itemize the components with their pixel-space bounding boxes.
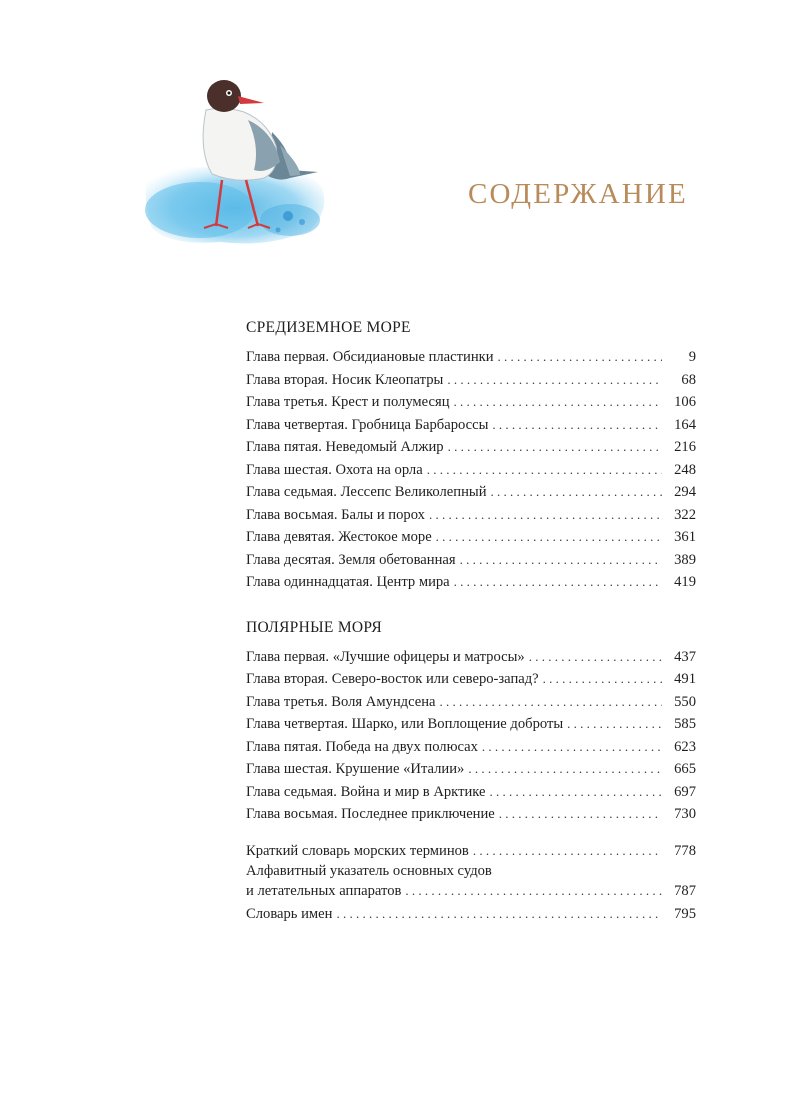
dot-leader <box>336 903 662 926</box>
dot-leader <box>529 646 662 669</box>
seagull-illustration <box>140 70 340 260</box>
entry-title: Глава первая. «Лучшие офицеры и матросы» <box>246 648 525 665</box>
entry-title: Глава вторая. Носик Клеопатры <box>246 371 444 388</box>
entry-title: Глава седьмая. Лессепс Великолепный <box>246 484 487 500</box>
entry-page: 322 <box>674 506 696 523</box>
dot-leader <box>489 781 662 804</box>
table-of-contents <box>246 318 696 939</box>
dot-leader <box>491 481 662 504</box>
section-mediterranean <box>246 318 696 594</box>
dot-leader <box>429 504 662 527</box>
dot-leader <box>440 691 662 714</box>
entry-title: Глава восьмая. Балы и порох <box>246 506 425 523</box>
entry-title: Словарь имен <box>246 905 333 922</box>
toc-entry[interactable] <box>246 504 696 527</box>
entry-title: Краткий словарь морских терминов <box>246 842 469 859</box>
entry-page: 389 <box>674 551 696 568</box>
entry-page: 164 <box>674 416 696 433</box>
dot-leader <box>448 436 662 459</box>
entry-title: Глава четвертая. Шарко, или Воплощение доброты <box>246 716 564 732</box>
dot-leader <box>447 369 662 392</box>
entry-title: Глава вторая. Северо-восток или северо-запад? <box>246 671 539 687</box>
entry-page: 106 <box>674 394 696 410</box>
toc-entry[interactable] <box>246 414 696 437</box>
dot-leader <box>454 391 662 414</box>
entry-page: 294 <box>674 484 696 500</box>
entry-page: 550 <box>674 693 696 710</box>
toc-entry-glossary[interactable] <box>246 840 696 863</box>
entry-title-line2: и летательных аппаратов <box>246 883 402 899</box>
entry-page: 437 <box>674 648 696 665</box>
entry-page: 697 <box>674 783 696 800</box>
dot-leader <box>427 459 662 482</box>
dot-leader <box>543 668 662 691</box>
dot-leader <box>405 880 662 903</box>
entry-title: Глава восьмая. Последнее приключение <box>246 806 495 822</box>
entry-title: Глава первая. Обсидиановые пластинки <box>246 349 494 365</box>
toc-entry[interactable] <box>246 668 696 691</box>
dot-leader <box>498 346 662 369</box>
toc-entry[interactable] <box>246 736 696 759</box>
entry-title: Глава третья. Крест и полумесяц <box>246 394 450 410</box>
entry-page: 68 <box>681 371 696 388</box>
section-polar <box>246 618 696 826</box>
entry-title: Глава одиннадцатая. Центр мира <box>246 574 450 590</box>
dot-leader <box>454 571 662 594</box>
entry-title: Глава девятая. Жестокое море <box>246 529 432 545</box>
entry-title: Глава десятая. Земля обетованная <box>246 551 456 568</box>
toc-entry[interactable] <box>246 713 696 736</box>
section-heading: ПОЛЯРНЫЕ МОРЯ <box>246 618 382 636</box>
entry-title: Глава шестая. Охота на орла <box>246 461 423 478</box>
entry-page: 9 <box>688 349 696 365</box>
entry-title: Глава третья. Воля Амундсена <box>246 693 436 710</box>
dot-leader <box>567 713 662 736</box>
entry-title: Глава четвертая. Гробница Барбароссы <box>246 416 489 433</box>
toc-entry[interactable] <box>246 459 696 482</box>
dot-leader <box>460 549 662 572</box>
back-matter <box>246 840 696 926</box>
toc-entry[interactable] <box>246 481 696 504</box>
toc-entry[interactable] <box>246 758 696 781</box>
entry-page: 795 <box>674 905 696 922</box>
entry-page: 623 <box>674 738 696 755</box>
entry-title: Глава седьмая. Война и мир в Арктике <box>246 783 486 800</box>
entry-title: Глава пятая. Победа на двух полюсах <box>246 738 478 755</box>
toc-entry[interactable] <box>246 781 696 804</box>
toc-entry[interactable] <box>246 646 696 669</box>
dot-leader <box>482 736 662 759</box>
toc-entry-index[interactable] <box>246 862 696 903</box>
dot-leader <box>468 758 662 781</box>
entry-page: 665 <box>674 761 696 777</box>
entry-title-line1: Алфавитный указатель основных судов <box>246 863 492 879</box>
entry-page: 730 <box>674 806 696 822</box>
toc-entry[interactable] <box>246 526 696 549</box>
entry-page: 491 <box>674 671 696 687</box>
toc-entry[interactable] <box>246 803 696 826</box>
entry-page: 778 <box>674 842 696 859</box>
toc-entry[interactable] <box>246 391 696 414</box>
entry-page: 585 <box>674 716 696 732</box>
entry-page: 248 <box>674 461 696 478</box>
toc-entry[interactable] <box>246 436 696 459</box>
toc-entry[interactable] <box>246 549 696 572</box>
dot-leader <box>436 526 662 549</box>
page-title: СОДЕРЖАНИЕ <box>468 178 688 210</box>
toc-entry[interactable] <box>246 346 696 369</box>
toc-entry-names[interactable] <box>246 903 696 926</box>
section-heading: СРЕДИЗЕМНОЕ МОРЕ <box>246 319 411 336</box>
entry-page: 419 <box>674 574 696 590</box>
toc-entry[interactable] <box>246 691 696 714</box>
dot-leader <box>499 803 662 826</box>
entry-page: 787 <box>674 883 696 899</box>
entry-page: 216 <box>674 439 696 455</box>
dot-leader <box>473 840 662 863</box>
toc-entry[interactable] <box>246 369 696 392</box>
dot-leader <box>492 414 662 437</box>
entry-title: Глава пятая. Неведомый Алжир <box>246 439 444 455</box>
entry-page: 361 <box>674 529 696 545</box>
toc-entry[interactable] <box>246 571 696 594</box>
entry-title: Глава шестая. Крушение «Италии» <box>246 761 465 777</box>
